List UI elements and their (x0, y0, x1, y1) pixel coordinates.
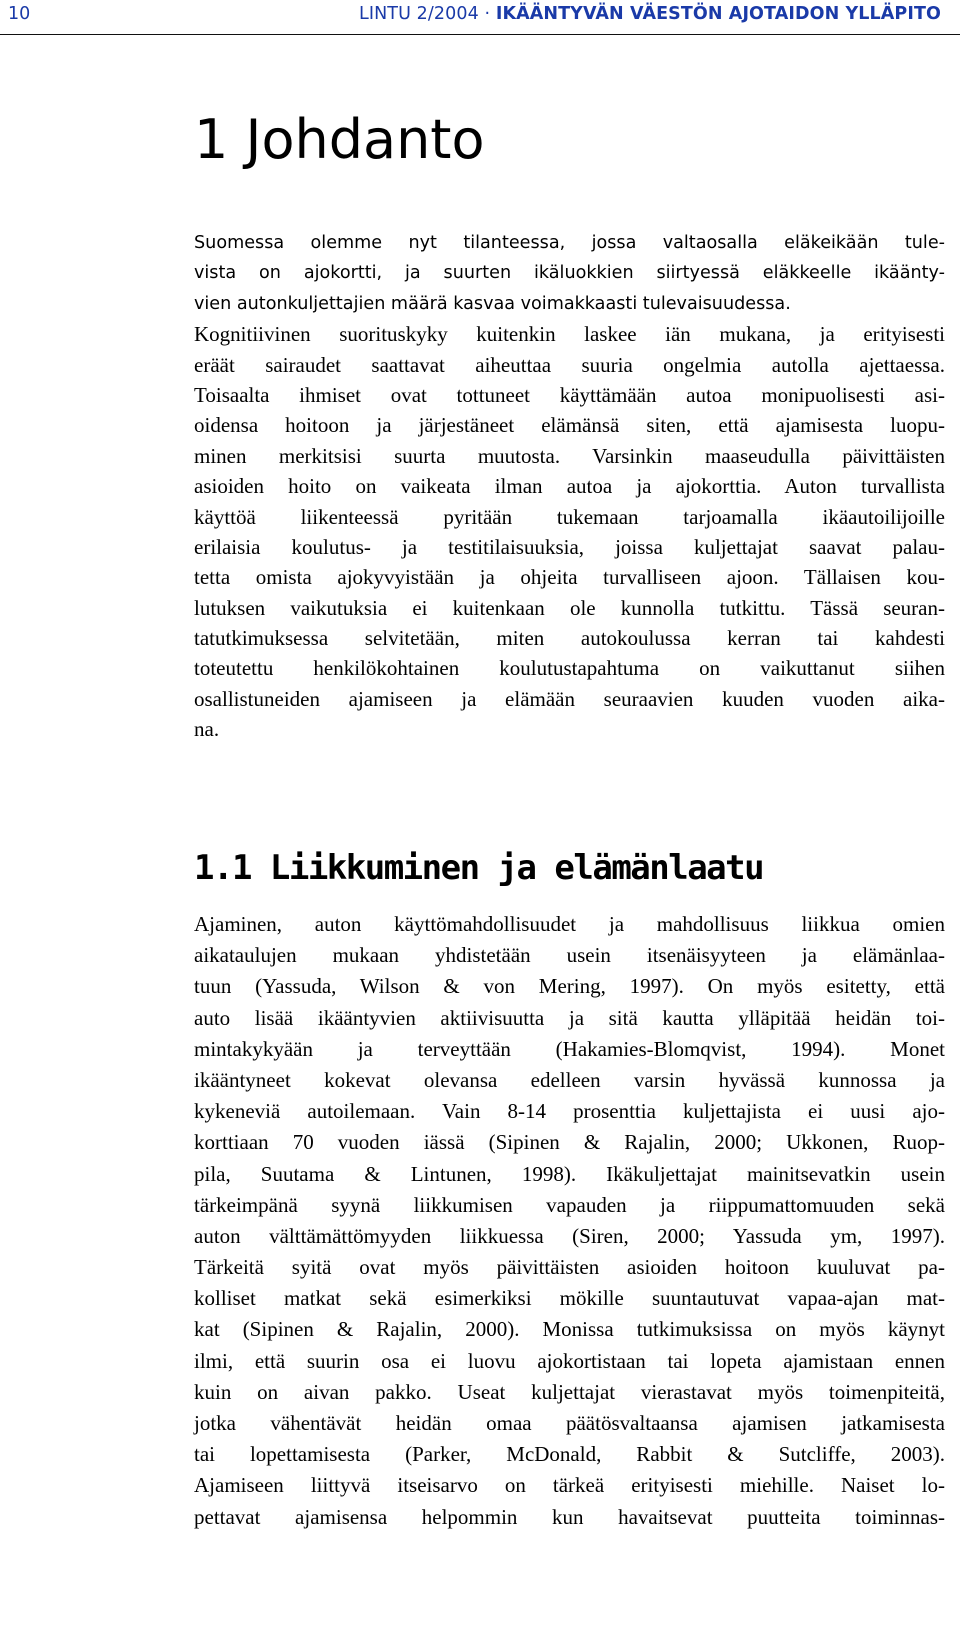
paragraph-line: na. (194, 717, 220, 742)
paragraph-line: Toisaalta ihmiset ovat tottuneet käyttämään autoa monipuolisesti asi- (194, 382, 945, 407)
paragraph-line: kykeneviä autoilemaan. Vain 8-14 prosenttia kuljettajista ei uusi ajo- (194, 1099, 945, 1124)
paragraph-line: minen merkitsisi suurta muutosta. Varsinkin maaseudulla päivittäisten (194, 443, 945, 468)
paragraph-line: jotka vähentävät heidän omaa päätösvaltaansa ajamisen jatkamisesta (194, 1411, 945, 1435)
paragraph-line: korttiaan 70 vuoden iässä (Sipinen & Rajalin, 2000; Ukkonen, Ruop- (194, 1130, 945, 1155)
paragraph-line: pila, Suutama & Lintunen, 1998). Ikäkuljettajat mainitsevatkin usein (194, 1161, 945, 1186)
paragraph-line: auton välttämättömyyden liikkuessa (Siren, 2000; Yassuda ym, 1997). (194, 1223, 945, 1248)
running-header (0, 0, 960, 35)
article-title: IKÄÄNTYVÄN VÄESTÖN AJOTAIDON YLLÄPITO (495, 4, 941, 24)
running-title (359, 4, 941, 24)
paragraph-line: Ajamiseen liittyvä itseisarvo on tärkeä erityisesti miehille. Naiset lo- (194, 1473, 945, 1498)
paragraph-line: tuun (Yassuda, Wilson & von Mering, 1997). On myös esitetty, että (194, 974, 945, 999)
paragraph-line: kat (Sipinen & Rajalin, 2000). Monissa tutkimuksissa on myös käynyt (194, 1317, 945, 1342)
paragraph-line: aikataulujen mukaan yhdistetään usein itsenäisyyteen ja elämänlaa- (194, 943, 945, 968)
paragraph-line: erilaisia koulutus- ja testitilaisuuksia, joissa kuljettajat saavat palau- (194, 534, 945, 559)
paragraph-line: tai lopettamisesta (Parker, McDonald, Rabbit & Sutcliffe, 2003). (194, 1442, 945, 1467)
title-separator: · (478, 4, 496, 24)
paragraph-line: oidensa hoitoon ja järjestäneet elämänsä siten, että ajamisesta luopu- (194, 413, 945, 438)
paragraph-line: Kognitiivinen suorituskyky kuitenkin laskee iän mukana, ja erityisesti (194, 322, 945, 347)
paragraph-line: tetta omista ajokyvyistään ja ohjeita turvalliseen ajoon. Tällaisen kou- (194, 565, 945, 590)
paragraph-line: Suomessa olemme nyt tilanteessa, jossa valtaosalla eläkeikään tule- (194, 233, 945, 253)
paragraph-line: lutuksen vaikutuksia ei kuitenkaan ole kunnolla tutkittu. Tässä seuran- (194, 595, 945, 620)
paragraph-line: auto lisää ikääntyvien aktiivisuutta ja sitä kautta ylläpitää heidän toi- (194, 1005, 945, 1030)
page-number: 10 (8, 4, 31, 24)
paragraph-line: käyttöä liikenteessä pyritään tukemaan tarjoamalla ikäautoilijoille (194, 504, 945, 529)
paragraph-line: vista on ajokortti, ja suurten ikäluokkien siirtyessä eläkkeelle ikäänty- (194, 263, 945, 284)
paragraph-line: tärkeimpänä syynä liikkumisen vapauden ja riippumattomuuden sekä (194, 1192, 945, 1217)
paragraph-line: eräät sairaudet saattavat aiheuttaa suuria ongelmia autolla ajettaessa. (194, 352, 945, 377)
paragraph-line: kuin on aivan pakko. Useat kuljettajat vierastavat myös toimenpiteitä, (194, 1379, 945, 1404)
paragraph-line: vien autonkuljettajien määrä kasvaa voimakkaasti tulevaisuudessa. (194, 293, 791, 314)
paragraph-line: ilmi, että suurin osa ei luovu ajokortistaan tai lopeta ajamistaan ennen (194, 1348, 945, 1373)
paragraph-line: Tärkeitä syitä ovat myös päivittäisten asioiden hoitoon kuuluvat pa- (194, 1255, 945, 1280)
paragraph-line: ikääntyneet kokevat olevansa edelleen varsin hyvässä kunnossa ja (194, 1067, 945, 1092)
paragraph-line: Ajaminen, auton käyttömahdollisuudet ja mahdollisuus liikkua omien (194, 912, 945, 936)
paragraph-line: mintakykyään ja terveyttään (Hakamies-Blomqvist, 1994). Monet (194, 1036, 945, 1061)
paragraph-line: toteutettu henkilökohtainen koulutustapahtuma on vaikuttanut siihen (194, 656, 945, 681)
paragraph-line: tatutkimuksessa selvitetään, miten autokoulussa kerran tai kahdesti (194, 626, 945, 651)
intro-paragraph (194, 228, 945, 745)
paragraph-line: asioiden hoito on vaikeata ilman autoa ja ajokorttia. Auton turvallista (194, 474, 945, 499)
paragraph-line: kolliset matkat sekä esimerkiksi mökille suuntautuvat vapaa-ajan mat- (194, 1286, 945, 1311)
section-paragraph (194, 909, 945, 1533)
section-heading: 1.1 Liikkuminen ja elämänlaatu (194, 848, 764, 888)
paragraph-line: pettavat ajamisensa helpommin kun havaitsevat puutteita toiminnas- (194, 1504, 945, 1529)
chapter-heading: 1 Johdanto (194, 108, 485, 171)
journal-issue: LINTU 2/2004 (359, 4, 479, 24)
paragraph-line: osallistuneiden ajamiseen ja elämään seuraavien kuuden vuoden aika- (194, 686, 945, 711)
